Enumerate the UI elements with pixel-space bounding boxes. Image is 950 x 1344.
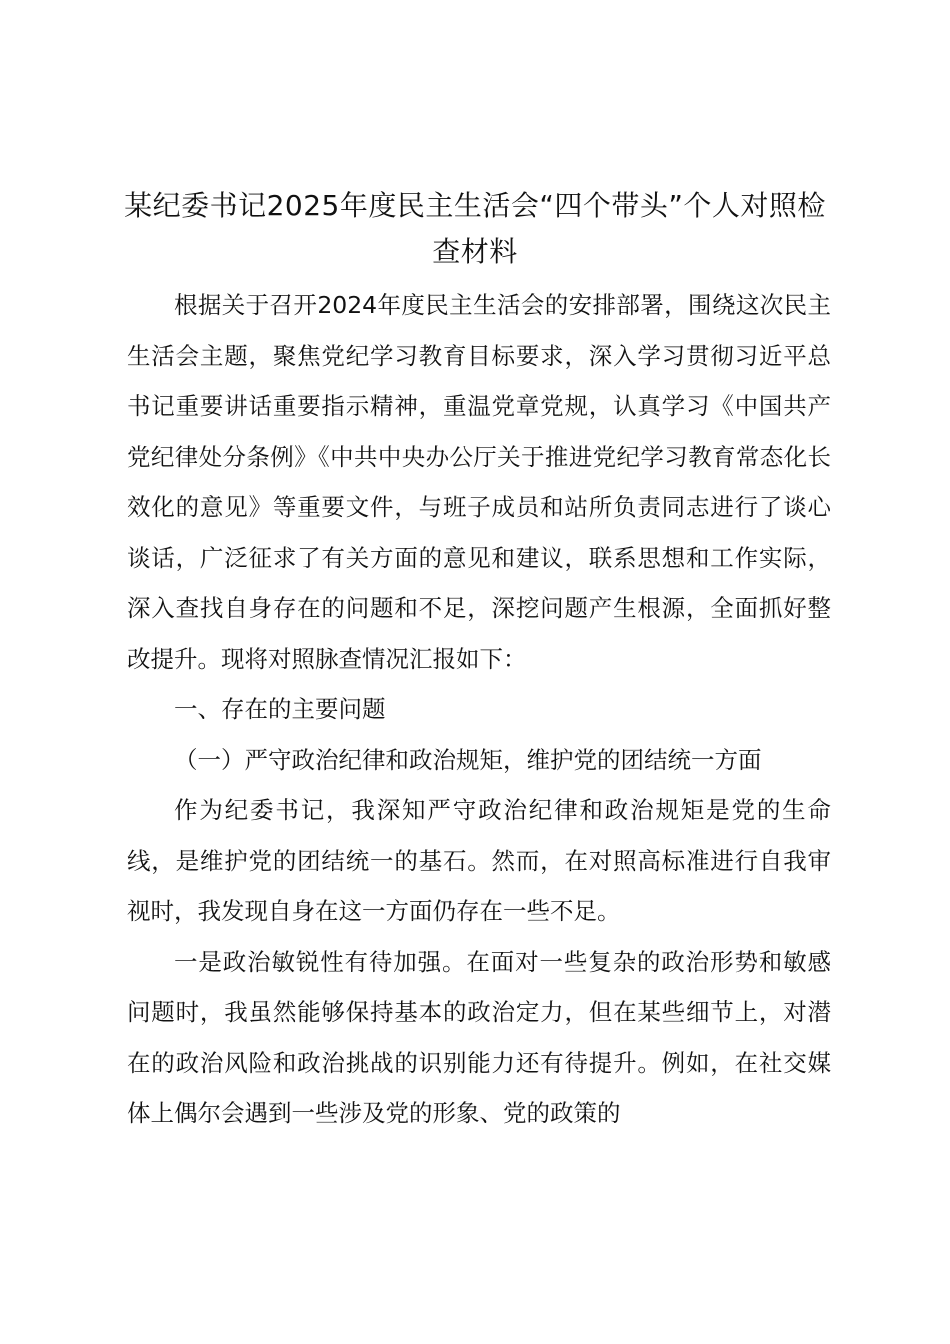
document-title: 某纪委书记2025年度民主生活会“四个带头”个人对照检查材料 — [124, 189, 826, 268]
paragraph-self-review: 作为纪委书记，我深知严守政治纪律和政治规矩是党的生命线，是维护党的团结统一的基石。然而，在对照高标准进行自我审视时，我发现自身在这一方面仍存在一些不足。 — [127, 796, 831, 925]
subsection-heading-political-discipline: （一）严守政治纪律和政治规矩，维护党的团结统一方面 — [174, 745, 762, 774]
paragraph-political-sensitivity: 一是政治敏锐性有待加强。在面对一些复杂的政治形势和敏感问题时，我虽然能够保持基本的政治定力，但在某些细节上，对潜在的政治风险和政治挑战的识别能力还有待提升。例如，在社交媒体上偶尔会遇到一些涉及党的形象、党的政策的 — [127, 947, 831, 1127]
section-heading-main-problems: 一、存在的主要问题 — [174, 695, 386, 723]
document-body — [127, 280, 831, 1139]
paragraph-intro: 根据关于召开2024年度民主生活会的安排部署，围绕这次民主生活会主题，聚焦党纪学习教育目标要求，深入学习贯彻习近平总书记重要讲话重要指示精神，重温党章党规，认真学习《中国共产党纪律处分条例》《中共中央办公厅关于推进党纪学习教育常态化长效化的意见》等重要文件，与班子成员和站所负责同志进行了谈心谈话，广泛征求了有关方面的意见和建议，联系思想和工作实际，深入查找自身存在的问题和不足，深挖问题产生根源，全面抓好整改提升。现将对照脉查情况汇报如下： — [127, 291, 831, 673]
